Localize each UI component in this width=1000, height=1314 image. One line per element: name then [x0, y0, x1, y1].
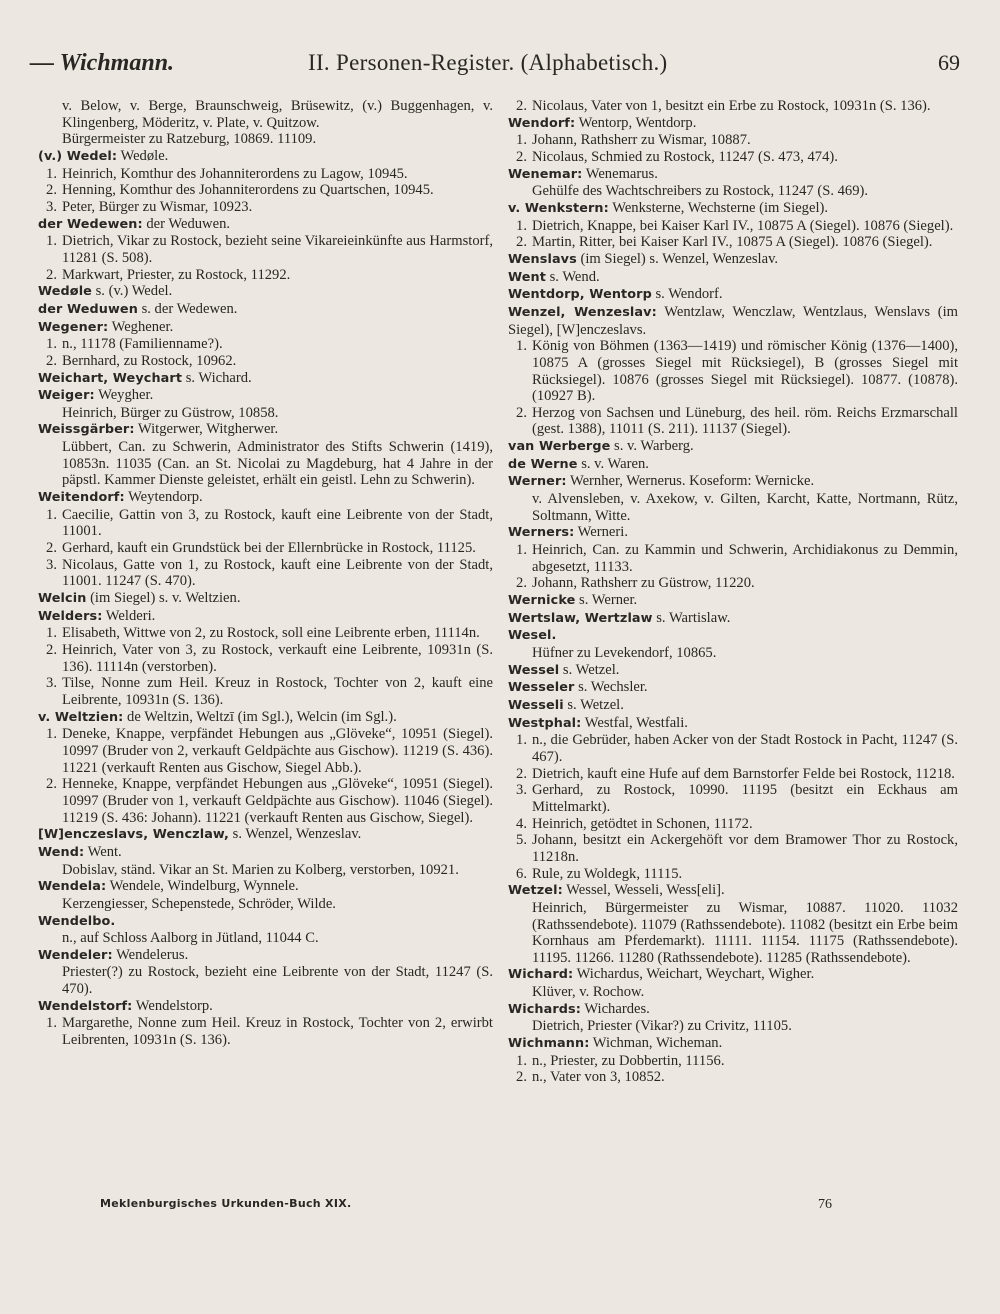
item-text: Heinrich, Vater von 3, zu Rostock, verkauft eine Leibrente, 10931n (S. 136). 11114n (verstorben).	[62, 642, 493, 675]
numbered-item	[508, 866, 958, 883]
register-entry	[508, 456, 958, 474]
register-entry	[38, 319, 493, 337]
numbered-item	[508, 832, 958, 865]
entry-headword: Wendela:	[38, 879, 107, 895]
entry-variants: Weghener.	[108, 318, 174, 335]
entry-variants: Westfal, Westfali.	[581, 714, 688, 731]
register-entry	[508, 200, 958, 218]
item-number: 3.	[46, 675, 57, 692]
entry-variants: Wendelstorp.	[132, 997, 213, 1014]
entry-variants: Wedøle.	[117, 147, 169, 164]
entry-headword: v. Wenkstern:	[508, 200, 609, 216]
item-number: 2.	[516, 148, 527, 165]
register-entry	[38, 283, 493, 301]
entry-headword: der Wedewen:	[38, 216, 143, 232]
numbered-item	[508, 732, 958, 765]
item-number: 3.	[46, 556, 57, 573]
entry-headword: Wesseli	[508, 697, 564, 713]
entry-headword: Welders:	[38, 608, 103, 624]
item-number: 1.	[46, 506, 57, 523]
numbered-item	[508, 1053, 958, 1070]
entry-headword: Wenzel, Wenzeslav:	[508, 304, 657, 320]
entry-variants: s. v. Waren.	[577, 455, 649, 472]
entry-detail: Bürgermeister zu Ratzeburg, 10869. 11109.	[62, 131, 317, 148]
item-number: 1.	[46, 165, 57, 182]
numbered-item	[38, 353, 493, 370]
item-text: Gerhard, zu Rostock, 10990. 11195 (besitzt ein Eckhaus am Mittelmarkt).	[532, 782, 958, 815]
item-text: Gerhard, kauft ein Grundstück bei der Ellernbrücke in Rostock, 11125.	[62, 540, 476, 557]
item-text: König von Böhmen (1363—1419) und römischer König (1376—1400), 10875 A (grosses Siegel mit Rücksiegel), B (grosses Siegel mit Rücksiegel). 10876 (grosses Siegel mit Rücksiegel). 10877. (10878). (10927 B).	[532, 338, 958, 405]
entry-variants: s. Wartislaw.	[652, 609, 731, 626]
numbered-item	[38, 1015, 493, 1048]
item-text: Johann, besitzt ein Ackergehöft vor dem Bramower Thor zu Rostock, 11218n.	[532, 832, 958, 865]
numbered-item	[38, 642, 493, 675]
numbered-item	[508, 338, 958, 405]
item-text: Heinrich, Can. zu Kammin und Schwerin, Archidiakonus zu Demmin, abgesetzt, 11133.	[532, 542, 958, 575]
entry-detail: Hüfner zu Levekendorf, 10865.	[532, 645, 717, 661]
item-text: Nicolaus, Schmied zu Rostock, 11247 (S. 473, 474).	[532, 148, 838, 165]
item-number: 6.	[516, 865, 527, 882]
item-number: 2.	[516, 765, 527, 782]
left-column	[38, 98, 493, 1049]
item-text: Johann, Rathsherr zu Güstrow, 11220.	[532, 575, 755, 592]
entry-headword: [W]enczeslavs, Wenczlaw,	[38, 827, 229, 843]
entry-variants: Wernher, Wernerus. Koseform: Wernicke.	[566, 473, 815, 490]
item-number: 1.	[516, 132, 527, 149]
running-head: — Wichmann.	[30, 50, 175, 76]
entry-headword: Wichard:	[508, 967, 574, 983]
entry-headword: Wichmann:	[508, 1036, 590, 1052]
item-number: 2.	[516, 575, 527, 592]
numbered-item	[38, 507, 493, 540]
numbered-item	[38, 726, 493, 776]
entry-variants: Wichman, Wicheman.	[589, 1035, 723, 1052]
register-entry	[508, 1035, 958, 1053]
item-number: 2.	[46, 642, 57, 658]
entry-variants: s. Wetzel.	[563, 696, 624, 713]
entry-detail: Heinrich, Bürgermeister zu Wismar, 10887. 11020. 11032 (Rathssendebote). 11079 (Rathssendebote). 11082 (besitzt ein Erbe beim Kornhaus am Pferdemarkt). 11111. 11154. 11175 (Rathssendebote). 11195. 11266. 11280 (Rathssendebote). 11285 (Rathssendebote).	[532, 899, 958, 966]
entry-headword: Wendeler:	[38, 947, 113, 963]
register-entry	[508, 473, 958, 491]
item-number: 1.	[516, 732, 527, 749]
entry-headword: Wend:	[38, 844, 85, 860]
entry-headword: Weitendorf:	[38, 490, 125, 506]
entry-variants: Witgerwer, Witgherwer.	[134, 421, 279, 438]
entry-variants: Wenksterne, Wechsterne (im Siegel).	[608, 199, 829, 216]
entry-headword: Weiger:	[38, 388, 95, 404]
numbered-item	[508, 218, 958, 235]
entry-variants: s. der Wedewen.	[137, 300, 238, 317]
entry-variants: Wentorp, Wentdorp.	[575, 114, 697, 131]
item-number: 2.	[516, 1069, 527, 1086]
entry-headword: de Werne	[508, 456, 578, 472]
numbered-item	[38, 182, 493, 199]
register-entry	[38, 913, 493, 931]
entry-headword: Westphal:	[508, 715, 582, 731]
entry-headword: Werners:	[508, 525, 575, 541]
register-entry	[508, 251, 958, 269]
numbered-item	[38, 776, 493, 826]
entry-variants: s. v. Warberg.	[610, 438, 694, 455]
item-number: 1.	[516, 338, 527, 355]
numbered-item	[508, 149, 958, 166]
entry-variants: s. Wetzel.	[559, 661, 620, 678]
item-text: n., Priester, zu Dobbertin, 11156.	[532, 1052, 725, 1069]
entry-detail: Gehülfe des Wachtschreibers zu Rostock, 11247 (S. 469).	[532, 183, 869, 200]
item-number: 1.	[516, 1052, 527, 1069]
register-entry	[38, 998, 493, 1016]
numbered-item	[508, 234, 958, 251]
entry-detail: v. Below, v. Berge, Braunschweig, Brüsewitz, (v.) Buggenhagen, v. Klingenberg, Möderitz, v. Plate, v. Quitzow.	[62, 98, 493, 131]
item-number: 2.	[46, 776, 57, 793]
register-entry	[38, 421, 493, 439]
page-number: 69	[938, 50, 960, 75]
register-entry	[508, 166, 958, 184]
item-number: 2.	[46, 540, 57, 557]
page-header	[30, 50, 960, 86]
item-number: 1.	[46, 1015, 57, 1032]
entry-variants: s. Wechsler.	[574, 679, 648, 696]
entry-variants: der Weduwen.	[142, 215, 231, 232]
item-text: Dietrich, Vikar zu Rostock, bezieht seine Vikareieinkünfte aus Harmstorf, 11281 (S. 508).	[62, 233, 493, 266]
numbered-item	[508, 816, 958, 833]
item-number: 1.	[46, 336, 57, 353]
numbered-item	[508, 782, 958, 815]
entry-headword: Went	[508, 269, 546, 285]
numbered-item	[38, 557, 493, 590]
item-number: 2.	[46, 352, 57, 369]
entry-detail: Klüver, v. Rochow.	[532, 984, 645, 1001]
item-number: 1.	[516, 542, 527, 559]
right-column	[508, 98, 958, 1086]
entry-detail: v. Alvensleben, v. Axekow, v. Gilten, Karcht, Katte, Nortmann, Rütz, Soltmann, Witte.	[532, 491, 958, 524]
entry-detail: Priester(?) zu Rostock, bezieht eine Leibrente von der Stadt, 11247 (S. 470).	[62, 964, 493, 998]
entry-headword: v. Weltzien:	[38, 709, 124, 725]
item-text: Markwart, Priester, zu Rostock, 11292.	[62, 266, 291, 283]
entry-headword: der Weduwen	[38, 301, 138, 317]
numbered-item	[38, 233, 493, 266]
entry-variants: Wichardes.	[580, 1000, 650, 1017]
register-entry	[508, 610, 958, 628]
entry-variants: Weygher.	[94, 387, 154, 404]
register-entry	[508, 697, 958, 715]
item-text: n., Vater von 3, 10852.	[532, 1069, 665, 1086]
item-text: Margarethe, Nonne zum Heil. Kreuz in Rostock, Tochter von 2, erwirbt Leibrenten, 10931n (S. 136).	[62, 1015, 493, 1049]
entry-variants: Wentzlaw, Wenczlaw, Wentzlaus, Wenslavs (im Siegel), [W]enczeslavs.	[508, 303, 958, 338]
item-text: Tilse, Nonne zum Heil. Kreuz in Rostock, Tochter von 2, kauft eine Leibrente, 10931n (S. 136).	[62, 675, 493, 708]
register-entry	[508, 115, 958, 133]
numbered-item	[38, 540, 493, 557]
register-entry	[38, 148, 493, 166]
entry-variants: Wendelerus.	[112, 946, 189, 963]
entry-headword: Wichards:	[508, 1001, 581, 1017]
entry-variants: Wendele, Windelburg, Wynnele.	[106, 878, 299, 895]
item-text: Heinrich, Komthur des Johanniterordens zu Lagow, 10945.	[62, 165, 408, 182]
entry-variants: s. Wichard.	[182, 369, 252, 386]
item-number: 1.	[46, 625, 57, 642]
entry-detail: Lübbert, Can. zu Schwerin, Administrator des Stifts Schwerin (1419), 10853n. 11035 (Can. an St. Nicolai zu Magdeburg, hat 4 Jahre in der päpstl. Kammer Dienste geleistet, erhält ein geistl. Lehn zu Schwerin).	[62, 439, 493, 489]
page-title: II. Personen-Register. (Alphabetisch.)	[308, 50, 668, 75]
item-text: n., die Gebrüder, haben Acker von der Stadt Rostock in Pacht, 11247 (S. 467).	[532, 732, 958, 765]
entry-headword: Wegener:	[38, 319, 109, 335]
entry-variants: Wenemarus.	[582, 165, 658, 182]
register-entry	[508, 627, 958, 645]
item-number: 3.	[516, 782, 527, 799]
numbered-item	[508, 405, 958, 438]
register-entry	[38, 590, 493, 608]
register-entry	[38, 489, 493, 507]
register-entry	[38, 387, 493, 405]
register-entry	[508, 966, 958, 984]
item-number: 2.	[46, 182, 57, 199]
register-entry	[508, 882, 958, 900]
entry-detail: Kerzengiesser, Schepenstede, Schröder, Wilde.	[62, 895, 336, 912]
entry-headword: Wendelbo.	[38, 913, 116, 929]
numbered-item	[38, 166, 493, 183]
entry-variants: Went.	[84, 843, 122, 860]
register-entry	[508, 715, 958, 733]
item-text: Nicolaus, Gatte von 1, zu Rostock, kauft eine Leibrente von der Stadt, 11001. 11247 (S. 470).	[62, 556, 493, 590]
numbered-item	[508, 98, 958, 115]
entry-headword: Wentdorp, Wentorp	[508, 287, 652, 303]
register-entry	[38, 301, 493, 319]
register-entry	[38, 216, 493, 234]
footer-volume: Meklenburgisches Urkunden-Buch XIX.	[100, 1197, 352, 1210]
item-text: Martin, Ritter, bei Kaiser Karl IV., 10875 A (Siegel). 10876 (Siegel).	[532, 234, 933, 251]
entry-headword: Werner:	[508, 474, 567, 490]
entry-detail: Heinrich, Bürger zu Güstrow, 10858.	[62, 404, 279, 421]
entry-detail: Dobislav, ständ. Vikar an St. Marien zu Kolberg, verstorben, 10921.	[62, 861, 459, 878]
item-text: Johann, Rathsherr zu Wismar, 10887.	[532, 132, 751, 149]
entry-detail: Dietrich, Priester (Vikar?) zu Crivitz, 11105.	[532, 1018, 792, 1035]
item-text: Herzog von Sachsen und Lüneburg, des heil. röm. Reichs Erzmarschall (gest. 1388), 11011 (S. 211). 11137 (Siegel).	[532, 404, 958, 438]
entry-headword: Wertslaw, Wertzlaw	[508, 610, 653, 626]
entry-variants: Welderi.	[102, 607, 156, 624]
item-text: Bernhard, zu Rostock, 10962.	[62, 352, 237, 369]
item-text: Dietrich, kauft eine Hufe auf dem Barnstorfer Felde bei Rostock, 11218.	[532, 765, 955, 782]
entry-headword: Wernicke	[508, 593, 576, 609]
entry-headword: Welcin	[38, 591, 87, 607]
item-number: 2.	[516, 234, 527, 251]
entry-variants: s. Werner.	[575, 592, 638, 609]
entry-headword: Wessel	[508, 662, 560, 678]
item-number: 5.	[516, 832, 527, 849]
item-number: 4.	[516, 815, 527, 832]
register-entry	[508, 269, 958, 287]
item-number: 2.	[516, 98, 527, 114]
entry-variants: de Weltzin, Weltzī (im Sgl.), Welcin (im Sgl.).	[123, 708, 397, 725]
entry-variants: Weytendorp.	[124, 489, 203, 506]
entry-headword: (v.) Wedel:	[38, 148, 118, 164]
entry-headword: Wetzel:	[508, 883, 563, 899]
item-text: Dietrich, Knappe, bei Kaiser Karl IV., 10875 A (Siegel). 10876 (Siegel).	[532, 217, 954, 234]
entry-variants: s. Wenzel, Wenzeslav.	[229, 826, 362, 843]
entry-variants: Werneri.	[574, 524, 628, 541]
numbered-item	[38, 336, 493, 353]
item-text: Heinrich, getödtet in Schonen, 11172.	[532, 815, 753, 832]
item-text: Elisabeth, Wittwe von 2, zu Rostock, soll eine Leibrente erben, 11114n.	[62, 625, 480, 642]
entry-headword: Weissgärber:	[38, 422, 135, 438]
entry-variants: (im Siegel) s. v. Weltzien.	[86, 590, 241, 607]
register-entry	[508, 286, 958, 304]
register-entry	[508, 524, 958, 542]
item-text: Deneke, Knappe, verpfändet Hebungen aus „Glöveke“, 10951 (Siegel). 10997 (Bruder von 2, verkauft Geldpächte aus Gischow). 11219 (S. 436). 11221 (verkauft Renten aus Gischow, Siegel Abb.).	[62, 726, 493, 776]
item-text: Rule, zu Woldegk, 11115.	[532, 865, 683, 882]
register-entry	[508, 304, 958, 338]
entry-headword: Wedøle	[38, 284, 92, 300]
item-number: 1.	[46, 726, 57, 743]
register-entry	[38, 370, 493, 388]
entry-variants: s. Wendorf.	[651, 286, 723, 303]
item-text: Peter, Bürger zu Wismar, 10923.	[62, 198, 253, 215]
register-entry	[508, 438, 958, 456]
register-entry	[508, 679, 958, 697]
item-number: 2.	[516, 404, 527, 421]
item-number: 3.	[46, 198, 57, 215]
numbered-item	[38, 625, 493, 642]
numbered-item	[508, 766, 958, 783]
item-text: Nicolaus, Vater von 1, besitzt ein Erbe zu Rostock, 10931n (S. 136).	[532, 98, 931, 114]
entry-variants: Wessel, Wesseli, Wess[eli].	[562, 882, 725, 899]
item-text: n., 11178 (Familienname?).	[62, 336, 223, 353]
numbered-item	[508, 1069, 958, 1086]
register-entry	[508, 662, 958, 680]
entry-headword: Wendorf:	[508, 115, 576, 131]
entry-headword: Wenemar:	[508, 166, 583, 182]
item-number: 1.	[516, 217, 527, 234]
register-entry	[38, 844, 493, 862]
entry-headword: Wesel.	[508, 628, 557, 644]
register-entry	[38, 947, 493, 965]
item-number: 2.	[46, 266, 57, 283]
numbered-item	[508, 542, 958, 575]
register-entry	[508, 1001, 958, 1019]
register-entry	[508, 592, 958, 610]
numbered-item	[508, 575, 958, 592]
entry-headword: Wesseler	[508, 680, 575, 696]
register-entry	[38, 878, 493, 896]
register-entry	[38, 709, 493, 727]
entry-headword: van Werberge	[508, 439, 611, 455]
item-text: Henneke, Knappe, verpfändet Hebungen aus „Glöveke“, 10951 (Siegel). 10997 (Bruder von 1, verkauft Geldpächte aus Gischow). 11046 (Siegel). 11219 (S. 436: Johann). 11221 (verkauft Renten aus Gischow, Siegel).	[62, 776, 493, 826]
entry-headword: Wendelstorf:	[38, 998, 133, 1014]
numbered-item	[38, 675, 493, 708]
footer-signature: 76	[818, 1197, 832, 1212]
entry-variants: Wichardus, Weichart, Weychart, Wigher.	[573, 966, 815, 983]
numbered-item	[508, 132, 958, 149]
entry-detail: n., auf Schloss Aalborg in Jütland, 11044 C.	[62, 930, 319, 947]
item-number: 1.	[46, 233, 57, 250]
entry-headword: Weichart, Weychart	[38, 370, 183, 386]
entry-variants: s. Wend.	[545, 268, 600, 285]
numbered-item	[38, 267, 493, 284]
entry-headword: Wenslavs	[508, 251, 577, 267]
item-text: Caecilie, Gattin von 3, zu Rostock, kauft eine Leibrente von der Stadt, 11001.	[62, 506, 493, 540]
item-text: Henning, Komthur des Johanniterordens zu Quartschen, 10945.	[62, 182, 434, 199]
numbered-item	[38, 199, 493, 216]
entry-variants: (im Siegel) s. Wenzel, Wenzeslav.	[576, 250, 779, 267]
entry-variants: s. (v.) Wedel.	[91, 283, 173, 300]
register-entry	[38, 608, 493, 626]
register-entry	[38, 826, 493, 844]
